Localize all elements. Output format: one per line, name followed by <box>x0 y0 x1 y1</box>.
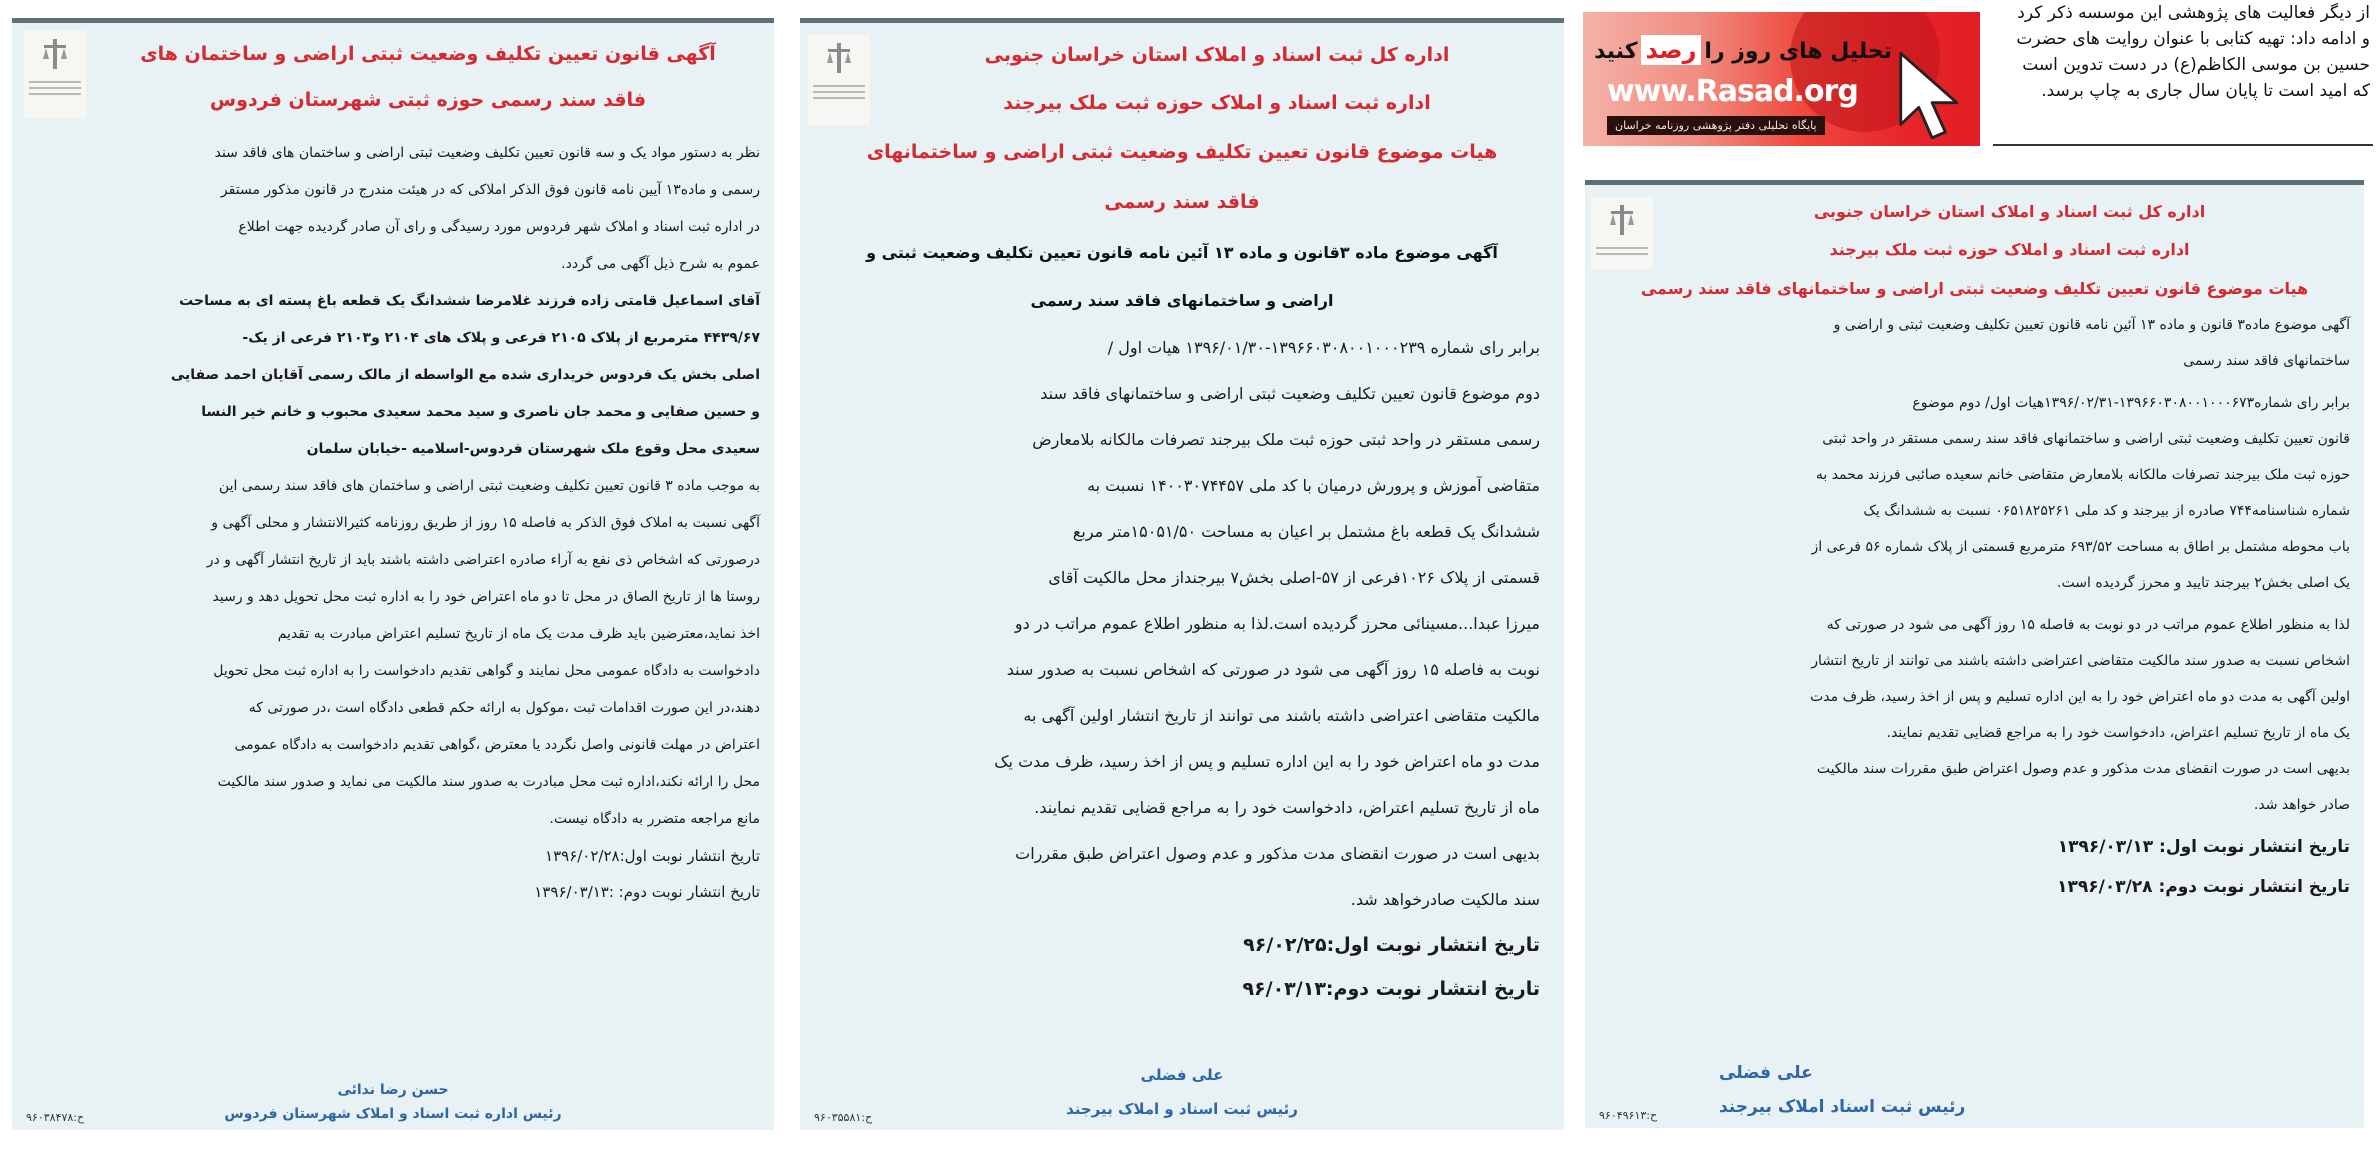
text-line: درصورتی که اشخاص ذی نفع به آراء صادره اعتراضی داشته باشند باید از تاریخ انتشار آگهی و در <box>206 552 760 568</box>
signature-block <box>814 1058 1550 1126</box>
judiciary-emblem-icon <box>24 31 86 119</box>
notice-closing <box>1599 751 2350 823</box>
right-notice-panel <box>1585 180 2364 1128</box>
text-line: میرزا عبدا...مسینائی محرز گردیده است.لذا به منظور اطلاع عموم مراتب در دو <box>1014 614 1540 633</box>
signatory-name: حسن رضا ندائی <box>337 1082 449 1098</box>
text-line: ماه از تاریخ تسلیم اعتراض، دادخواست خود را به مراجع قضایی تقدیم نمایند. <box>1034 798 1540 817</box>
text-line: حوزه ثبت ملک بیرجند تصرفات مالکانه بلامعارض متقاضی خانم سعیده صائبی فرزند محمد به <box>1815 467 2350 483</box>
notice-title: هیات موضوع قانون تعیین تکلیف وضعیت ثبتی اراضی و ساختمانهای <box>866 141 1498 163</box>
text-line: مانع مراجعه متضرر به دادگاه نیست. <box>549 811 760 827</box>
notice-title: فاقد سند رسمی <box>1104 191 1260 213</box>
text-line: سند مالکیت صادرخواهد شد. <box>1350 890 1540 909</box>
text-line: اخذ نماید،معترضین باید ظرف مدت یک ماه از تاریخ تسلیم اعتراض مبادرت به تقدیم <box>277 626 760 642</box>
text-line: باب محوطه مشتمل بر اطاق به مساحت ۶۹۳/۵۲ مترمربع قسمتی از پلاک شماره ۵۶ فرعی از <box>1811 539 2350 555</box>
publication-dates <box>1599 827 2350 907</box>
text-line: دهند،در این صورت اقدامات ثبت ،موکول به ارائه حکم قطعی دادگاه است ،در صورتی که <box>248 700 760 716</box>
text-line: اشخاص نسبت به صدور سند مالکیت متقاضی اعتراضی داشته باشند می توانند از تاریخ انتشار <box>1811 653 2350 669</box>
text-line: صادر خواهد شد. <box>2253 797 2350 813</box>
text-line: یک اصلی بخش۲ بیرجند تایید و محرز گردیده است. <box>2057 575 2350 591</box>
text-line: نوبت به فاصله ۱۵ روز آگهی می شود در صورتی که اشخاص نسبت به صدور سند <box>1006 660 1540 679</box>
ad-reference-number: ح:۹۶۰۳۵۵۸۱ <box>814 1111 873 1124</box>
text-line: روستا ها از تاریخ الصاق در محل تا دو ماه اعتراض خود را به اداره ثبت محل تحویل دهد و رسید <box>212 589 760 605</box>
text-line: مالکیت متقاضی اعتراضی داشته باشند می توانند از تاریخ انتشار اولین آگهی به <box>1023 706 1540 725</box>
ad-url[interactable]: www.Rasad.org <box>1607 74 1858 109</box>
text-line: قانون تعیین تکلیف وضعیت ثبتی اراضی و ساختمانهای فاقد سند رسمی مستقر در واحد ثبتی <box>1822 431 2350 447</box>
notice-title: اداره کل ثبت اسناد و املاک استان خراسان جنوبی <box>1813 202 2206 221</box>
first-publication-date: تاریخ انتشار نوبت اول:۹۶/۰۲/۲۵ <box>1243 934 1540 956</box>
left-notice-panel <box>12 18 774 1130</box>
text-line: عموم به شرح ذیل آگهی می گردد. <box>561 256 760 272</box>
text-line: قسمتی از پلاک ۱۰۲۶فرعی از ۵۷-اصلی بخش۷ بیرجنداز محل مالکیت آقای <box>1048 568 1540 587</box>
signatory-name: علی فضلی <box>1140 1066 1224 1084</box>
text-line: و ادامه داد: تهیه کتابی با عنوان روایت های حضرت <box>2016 29 2370 49</box>
ad-headline-before: تحلیل های روز را <box>1704 39 1892 64</box>
subtitle-line: آگهی موضوع ماده ۳قانون و ماده ۱۳ آئین نامه قانون تعیین تکلیف وضعیت ثبتی و <box>866 243 1498 262</box>
section-divider <box>1993 144 2373 146</box>
signatory-name: علی فضلی <box>1719 1063 1813 1083</box>
signature-block <box>1599 1056 2350 1124</box>
notice-body <box>814 325 1550 923</box>
judiciary-emblem-icon <box>808 35 870 125</box>
text-line: محل را ارائه نکند،اداره ثبت محل مبادرت به صدور سند مالکیت می نماید و صدور سند مالکیت <box>217 774 760 790</box>
text-line: و حسین صفایی و محمد جان ناصری و سید محمد سعیدی محبوب و خانم خیر النسا <box>201 404 760 420</box>
notice-title: اداره کل ثبت اسناد و املاک استان خراسان جنوبی <box>984 44 1450 66</box>
text-line: لذا به منظور اطلاع عموم مراتب در دو نوبت به فاصله ۱۵ روز آگهی می شود در صورتی که <box>1826 617 2350 633</box>
text-line: حسین بن موسی الکاظم(ع) در دست تدوین است <box>2022 55 2370 75</box>
ad-brand-logo: رصد <box>1641 35 1702 65</box>
ad-reference-number: ح:۹۶۰۳۸۴۷۸ <box>26 1111 85 1124</box>
first-publication-date: تاریخ انتشار نوبت اول: ۱۳۹۶/۰۳/۱۳ <box>2057 837 2350 857</box>
text-line: که امید است تا پایان سال جاری به چاپ برسد. <box>2041 81 2370 101</box>
notice-intro <box>26 135 760 283</box>
text-line: مدت دو ماه اعتراض خود را به این اداره تسلیم و پس از اخذ رسید، ظرف مدت یک <box>994 752 1540 771</box>
text-line: ۴۴۳۹/۶۷ مترمربع از پلاک ۲۱۰۵ فرعی و پلاک های ۲۱۰۴ و۲۱۰۳ فرعی از یک- <box>242 330 760 346</box>
signatory-title: رئیس اداره ثبت اسناد و املاک شهرستان فردوس <box>224 1106 562 1122</box>
text-line: از دیگر فعالیت های پژوهشی این موسسه ذکر کرد <box>2017 3 2370 23</box>
signature-block <box>26 1078 760 1126</box>
text-line: متقاضی آموزش و پرورش درمیان با کد ملی ۱۴۰۰۳۰۷۴۴۵۷ نسبت به <box>1087 476 1540 495</box>
text-line: بدیهی است در صورت انقضای مدت مذکور و عدم وصول اعتراض طبق مقررات <box>1015 844 1540 863</box>
subtitle-line: اراضی و ساختمانهای فاقد سند رسمی <box>1030 291 1334 310</box>
notice-title: اداره ثبت اسناد و املاک حوزه ثبت ملک بیرجند <box>1003 92 1431 114</box>
text-line: اصلی بخش یک فردوس خریداری شده مع الواسطه از مالک رسمی آقایان احمد صفایی <box>170 367 760 383</box>
notice-intro <box>1599 307 2350 379</box>
text-line: نظر به دستور مواد یک و سه قانون تعیین تکلیف وضعیت ثبتی اراضی و ساختمان های فاقد سند <box>214 145 760 161</box>
text-line: سعیدی محل وقوع ملک شهرستان فردوس-اسلامیه -خیابان سلمان <box>306 441 760 457</box>
ad-headline-after: کنید <box>1594 39 1638 64</box>
text-line: ششدانگ یک قطعه باغ مشتمل بر اعیان به مساحت ۱۵۰۵۱/۵۰متر مربع <box>1072 522 1540 541</box>
text-line: دوم موضوع قانون تعیین تکلیف وضعیت ثبتی اراضی و ساختمانهای فاقد سند <box>1040 384 1540 403</box>
text-line: برابر رای شماره ۱۳۹۶۶۰۳۰۸۰۰۱۰۰۰۲۳۹-۱۳۹۶/۰۱/۳۰ هیات اول / <box>1107 338 1540 357</box>
mouse-cursor-icon <box>1896 48 1972 144</box>
ad-headline <box>1592 34 1892 70</box>
text-line: اعتراض در مهلت قانونی واصل نگردد یا معترض ،گواهی تقدیم دادخواست به دادگاه عمومی <box>234 737 760 753</box>
second-publication-date: تاریخ انتشار نوبت دوم:۹۶/۰۳/۱۳ <box>1242 978 1540 1000</box>
text-line: آقای اسماعیل قامتی زاده فرزند غلامرضا ششدانگ یک قطعه باغ پسته ای به مساحت <box>179 293 760 309</box>
text-line: آگهی موضوع ماده۳ قانون و ماده ۱۳ آئین نامه قانون تعیین تکلیف وضعیت ثبتی و اراضی و <box>1833 317 2350 333</box>
publication-dates <box>814 923 1550 1011</box>
notice-title: هیات موضوع قانون تعیین تکلیف وضعیت ثبتی اراضی و ساختمانهای فاقد سند رسمی <box>1640 279 2309 298</box>
text-line: شماره شناسنامه۷۴۴ صادره از بیرجند و کد ملی ۰۶۵۱۸۲۵۲۶۱ نسبت به ششدانگ یک <box>1863 503 2350 519</box>
notice-subtitle <box>814 229 1550 325</box>
text-line: یک ماه از تاریخ تسلیم اعتراض، دادخواست خود را به مراجع قضایی تقدیم نمایند. <box>1886 725 2350 741</box>
notice-case <box>26 283 760 468</box>
notice-title: آگهی قانون تعیین تکلیف وضعیت ثبتی اراضی و ساختمان های <box>140 43 716 65</box>
text-line: رسمی و ماده۱۳ آیین نامه قانون فوق الذکر املاکی که در هیئت مندرج در قانون مذکور مستقر <box>220 182 760 198</box>
notice-title: اداره ثبت اسناد و املاک حوزه ثبت ملک بیرجند <box>1829 240 2190 259</box>
text-line: اولین آگهی به مدت دو ماه اعتراض خود را به این اداره تسلیم و پس از اخذ رسید، ظرف مدت <box>1810 689 2350 705</box>
notice-terms <box>1599 607 2350 751</box>
text-line: دادخواست به دادگاه عمومی محل نمایند و گواهی تقدیم دادخواست را به اداره ثبت محل تحویل <box>213 663 760 679</box>
first-publication-date: تاریخ انتشار نوبت اول:۱۳۹۶/۰۲/۲۸ <box>545 847 760 865</box>
text-line: برابر رای شماره۱۳۹۶۶۰۳۰۸۰۰۱۰۰۰۶۷۳-۱۳۹۶/۰۲/۳۱هیات اول/ دوم موضوع <box>1912 395 2350 411</box>
signatory-title: رئیس ثبت اسناد املاک بیرجند <box>1719 1097 1966 1117</box>
text-line: رسمی مستقر در واحد ثبتی حوزه ثبت ملک بیرجند تصرفات مالکانه بلامعارض <box>1032 430 1540 449</box>
text-line: به موجب ماده ۳ قانون تعیین تکلیف وضعیت ثبتی اراضی و ساختمان های فاقد سند رسمی این <box>218 478 760 494</box>
middle-notice-panel <box>800 18 1564 1130</box>
text-line: در اداره ثبت اسناد و املاک شهر فردوس مورد رسیدگی و رای آن صادر گردیده جهت اطلاع <box>238 219 760 235</box>
notice-terms <box>26 468 760 838</box>
article-snippet <box>1995 0 2370 104</box>
text-line: آگهی نسبت به املاک فوق الذکر به فاصله ۱۵ روز از طریق روزنامه کثیرالانتشار و محلی آگهی و <box>211 515 760 531</box>
second-publication-date: تاریخ انتشار نوبت دوم: :۱۳۹۶/۰۳/۱۳ <box>534 883 760 901</box>
notice-title: فاقد سند رسمی حوزه ثبتی شهرستان فردوس <box>209 89 647 111</box>
publication-dates <box>26 838 760 910</box>
ad-reference-number: ح:۹۶۰۴۹۶۱۳ <box>1599 1109 1658 1122</box>
text-line: ساختمانهای فاقد سند رسمی <box>2183 353 2350 369</box>
judiciary-emblem-icon <box>1591 197 1653 269</box>
ad-tagline: پایگاه تحلیلی دفتر پژوهشی روزنامه خراسان <box>1607 116 1825 135</box>
second-publication-date: تاریخ انتشار نوبت دوم: ۱۳۹۶/۰۳/۲۸ <box>2057 877 2350 897</box>
signatory-title: رئیس ثبت اسناد و املاک بیرجند <box>1066 1100 1298 1118</box>
rasad-ad-banner[interactable] <box>1583 12 1980 146</box>
notice-body <box>1599 385 2350 601</box>
text-line: بدیهی است در صورت انقضای مدت مذکور و عدم وصول اعتراض طبق مقررات سند مالکیت <box>1816 761 2350 777</box>
